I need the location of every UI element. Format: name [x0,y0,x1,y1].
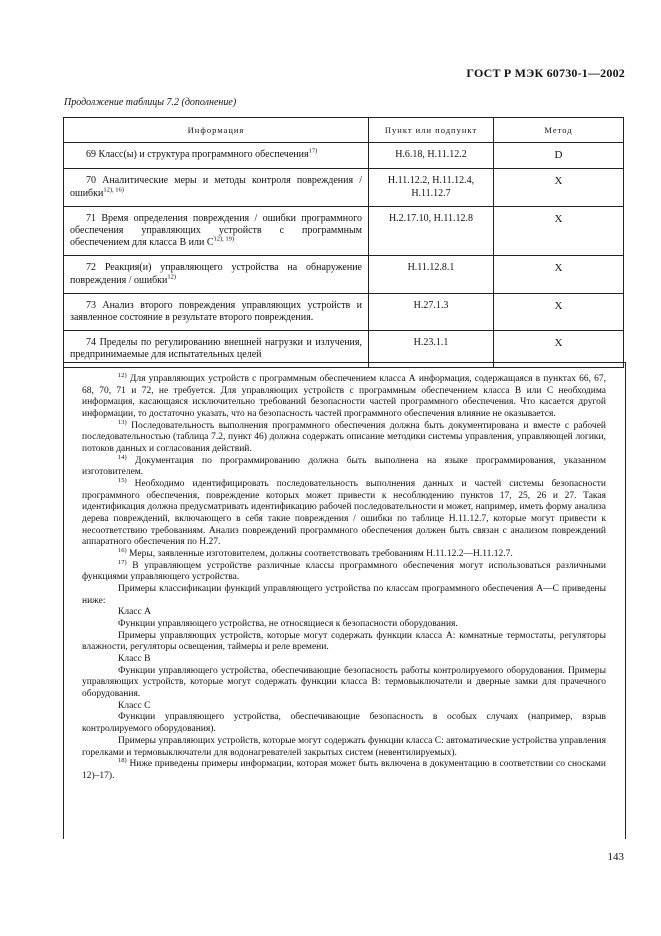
info-text: 71 Время определения повреждения / ошибки программного обеспечения управляющих устройств с программным обеспечением для класса B или C [70,212,362,249]
footnote-text: Примеры классификации функций управляющего устройства по классам программного обеспечения A—C приведены ниже: [82,584,606,606]
footnote-text: Ниже приведены примеры информации, которая может быть включена в документацию в соответствии со сносками 12)–17). [82,759,607,781]
table-header-row [64,118,624,143]
footnote-paragraph [82,712,606,735]
footnote-text: Функции управляющего устройства, обеспечивающие безопасность в особых случаях (например, взрыв контролируемого оборудования). [82,712,606,735]
footnote [82,546,606,561]
footnote-paragraph [82,619,606,631]
footnote-text: Класс А [118,607,151,618]
footnote-text: Необходимо идентифицировать последовательность выполнения данных и частей системы безопасности программного обеспечения, повреждение которых может привести к несоблюдению пунктов 17, 25, 26 и 27. Такая идентификация должна предусматривать идентификацию рабочей последовательности и может, например, иметь форму анализа дерева повреждений, включающего в себя такие повреждения / ошибки по таблице H.11.12.7, которые могут привести к несоответствию требованиям. Анализ повреждений программного обеспечения должен быть связан с анализом повреждений аппаратного обеспечения по H.27. [82,479,606,548]
footnote-ref: 12), 19) [213,235,235,243]
info-text: 73 Анализ второго повреждения управляющих устройств и заявленное состояние в результате второго повреждения. [70,299,362,323]
footnote-paragraph [82,584,606,607]
table-row [64,206,624,256]
page-number: 143 [607,851,624,863]
table-caption: Продолжение таблицы 7.2 (дополнение) [64,97,237,108]
column-header-point: Пункт или подпункт [369,118,494,143]
footnote-text: Примеры управляющих устройств, которые могут содержать функции класса C: автоматические устройства управления горелками и термовыключатели для водонагревателей закрытых систем (невентилируемых). [82,735,606,758]
footnote-ref: 17) [308,147,318,155]
footnote-text: Последовательность выполнения программного обеспечения должна быть документирована и вместе с рабочей последовательностью (таблица 7.2, пункт 46) должна содержать описание методики системы управления, управляющей логики, потоков данных и согласования действий. [82,420,606,455]
method-cell: X [494,206,624,256]
point-cell: H.2.17.10, H.11.12.8 [369,206,494,256]
table-row [64,256,624,293]
footnote [82,371,607,421]
footnote-text: Функции управляющего устройства, не относящиеся к безопасности оборудования. [118,619,458,630]
footnote-number: 16) [118,546,127,554]
footnote-text: Класс C [118,700,151,711]
footnote-paragraph [82,666,606,701]
footnote-number: 13) [118,418,127,426]
point-cell: H.27.1.3 [369,293,494,330]
footnote-paragraph [82,736,606,759]
table-row [64,293,624,330]
point-cell: H.11.12.8.1 [369,256,494,293]
footnote-text: В управляющем устройстве различные классы программного обеспечения могут использоваться различными функциями управляющего устройства. [82,560,606,583]
info-cell [64,169,369,206]
info-text: 74 Пределы по регулированию внешней нагрузки и излучения, предпринимаемые для испытательных целей [70,337,362,361]
footnote-paragraph [82,701,606,713]
footnote-number: 12) [118,371,127,379]
footnote-text: Функции управляющего устройства, обеспечивающие безопасность работы контролируемого оборудования. Примеры управляющих устройств, которые могут содержать функции класса B: термовыключатели и дверные замки для прачечного оборудования. [82,665,606,700]
footnote-number: 18) [118,757,127,765]
footnote-text: Примеры управляющих устройств, которые могут содержать функции класса А: комнатные термостаты, регуляторы влажности, регуляторы освещения, таймеры и реле времени. [82,630,606,653]
column-header-method: Метод [494,118,624,143]
method-cell: X [494,331,624,368]
footnote-text: Документация по программированию должна быть выполнена на языке программирования, указанном изготовителем. [82,455,607,478]
footnote-text: Меры, заявленные изготовителем, должны соответствовать требованиям H.11.12.2—H.11.12.7. [129,549,513,560]
method-cell: X [494,169,624,206]
column-header-info: Информация [64,118,369,143]
footnote-number: 15) [118,476,127,484]
info-cell [64,293,369,330]
footnote [82,418,606,456]
method-cell: D [494,143,624,169]
info-cell [64,143,369,169]
table-row [64,169,624,206]
footnote-text: Для управляющих устройств с программным обеспечением класса А информация, содержащаяся в пунктах 66, 67, 68, 70, 71 и 72, не требуется. Для управляющих устройств с программным обеспечением класса B или C необходима информация, касающаяся исключительно требований безопасности частей программного обеспечения. Что касается другой информации, то достаточно указать, что на безопасность частей программного обеспечения влияние не оказывается. [82,374,607,420]
info-text: 72 Реакция(и) управляющего устройства на обнаружение повреждения / ошибки [70,262,362,286]
point-cell: H.6.18, H.11.12.2 [369,143,494,169]
footnotes [64,371,624,783]
method-cell: X [494,293,624,330]
point-cell: H.23.1.1 [369,331,494,368]
point-cell: H.11.12.2, H.11.12.4, H.11.12.7 [369,169,494,206]
info-cell [64,256,369,293]
footnote [82,759,606,782]
table-body [64,143,624,368]
footnote-ref: 12) [167,273,177,281]
footnote [82,558,606,584]
method-cell: X [494,256,624,293]
info-text: 69 Класс(ы) и структура программного обеспечения [86,149,309,160]
info-cell [64,206,369,256]
footnote-number: 17) [118,558,127,566]
info-text: 70 Аналитические меры и методы контроля повреждения / ошибки [70,175,362,199]
table-row [64,143,624,169]
footnote [82,453,607,479]
footnote-ref: 12), 16) [103,186,124,194]
footnote-paragraph [82,631,606,654]
info-table [63,117,624,368]
footnote-paragraph [82,607,606,619]
footnote-text: Класс B [118,654,151,665]
footnote-number: 14) [118,453,127,461]
footnote-paragraph [82,654,606,666]
standard-header: ГОСТ Р МЭК 60730-1—2002 [466,66,625,80]
footnote [82,476,606,549]
